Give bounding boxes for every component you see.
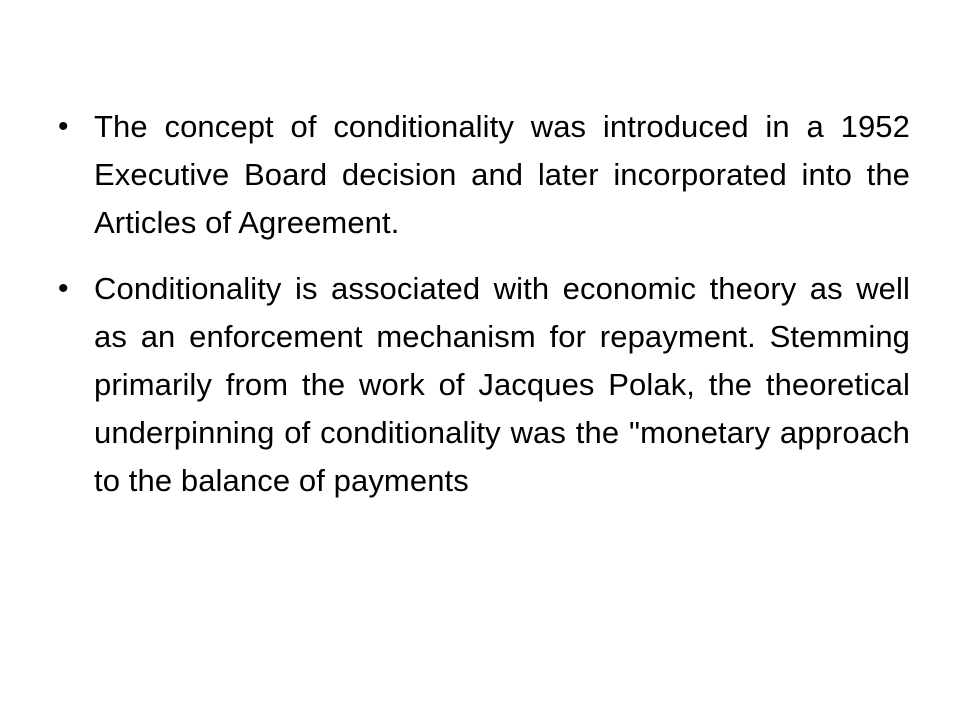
bullet-marker-icon: • — [58, 110, 69, 143]
bullet-text: The concept of conditionality was introduced in a 1952 Executive Board decision and later incorporated into the Articles of Agreement. — [94, 109, 910, 240]
bullet-item — [58, 265, 910, 505]
bullet-list — [58, 103, 910, 523]
bullet-item — [58, 103, 910, 247]
bullet-marker-icon: • — [58, 272, 69, 305]
bullet-text: Conditionality is associated with economic theory as well as an enforcement mechanism for repayment. Stemming primarily from the work of Jacques Polak, the theoretical underpinning of conditionality was the "monetary approach to the balance of payments — [94, 271, 910, 498]
